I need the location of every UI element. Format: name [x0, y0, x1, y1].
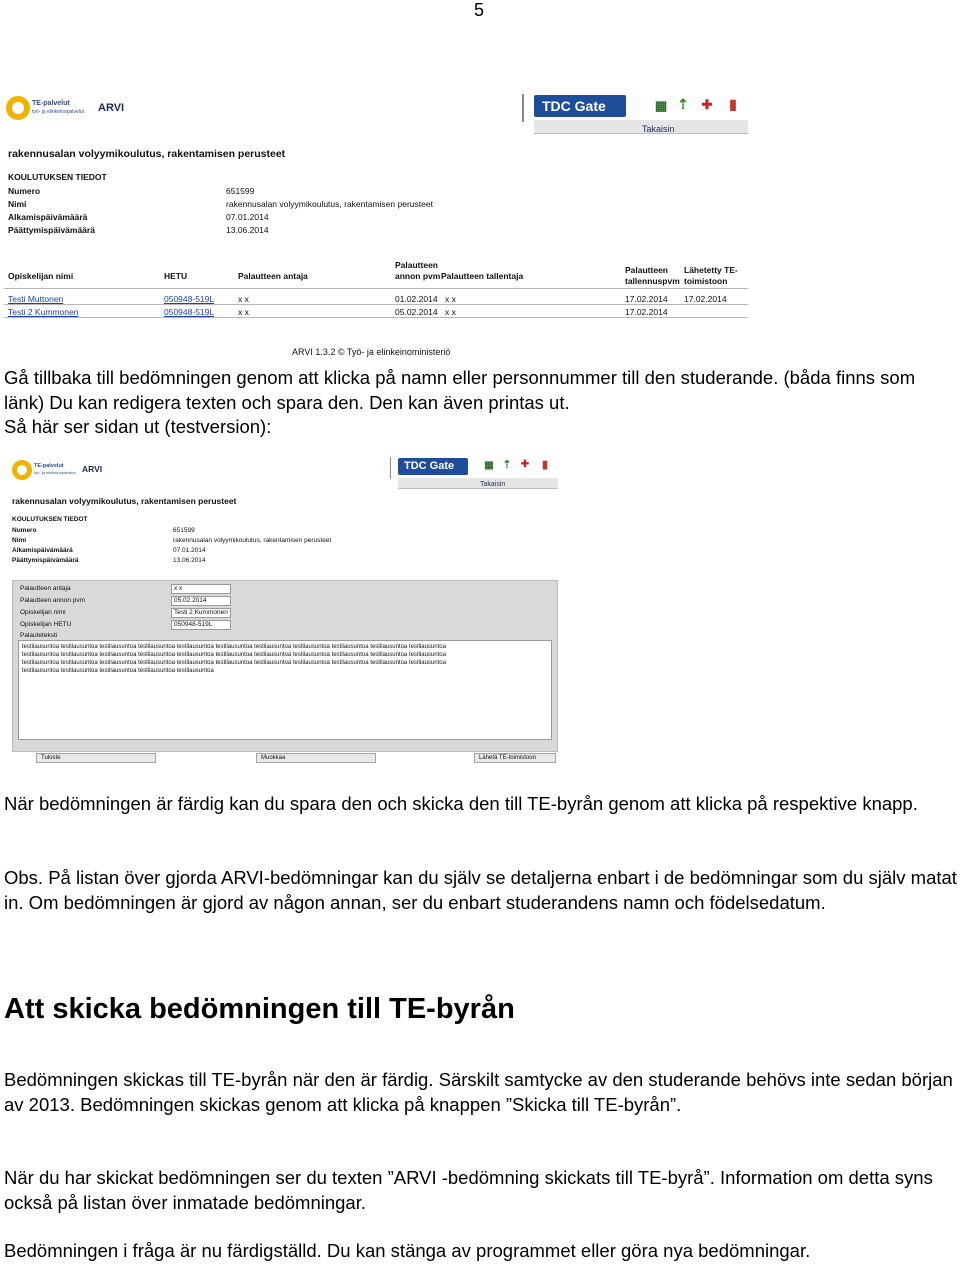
back-link[interactable]: Takaisin — [480, 481, 506, 488]
info-value: 07.01.2014 — [226, 212, 269, 222]
info-value: 651599 — [226, 186, 255, 196]
info-label: Nimi — [8, 199, 27, 209]
info-value: 13.06.2014 — [226, 225, 269, 235]
tdc-gate-label: TDC Gate — [404, 460, 455, 472]
col-header-hetu: HETU — [164, 271, 188, 281]
info-value: 651599 — [173, 527, 195, 534]
logo-subtitle: työ- ja elinkeinopalvelut — [32, 109, 84, 115]
col-header-date: Palautteen annon pvm — [395, 260, 441, 281]
version-footer: ARVI 1.3.2 © Työ- ja elinkeinoministeriö — [292, 347, 451, 357]
giver-cell: x x — [238, 307, 249, 317]
header-divider — [390, 457, 391, 479]
course-title: rakennusalan volyymikoulutus, rakentamisen perusteet — [8, 148, 286, 160]
info-label: Alkamispäivämäärä — [12, 547, 73, 554]
paragraph-finished: Bedömningen i fråga är nu färdigställd. Du kan stänga av programmet eller göra nya bedömningar. — [4, 1240, 811, 1261]
nav-bar — [534, 120, 748, 134]
giver-cell: x x — [238, 294, 249, 304]
paragraph-sending: Bedömningen skickas till TE-byrån när den är färdig. Särskilt samtycke av den studerande behövs inte sedan början av 2013. Bedömningen skickas genom att klicka på knappen ”Skicka till TE-byrån”. — [4, 1069, 953, 1115]
edit-button[interactable]: Muokkaa — [256, 753, 376, 763]
back-link[interactable]: Takaisin — [642, 124, 675, 134]
help-lifebuoy-icon[interactable]: ✚ — [520, 459, 530, 470]
app-title: ARVI — [82, 464, 103, 474]
add-icon[interactable]: ⇡ — [677, 96, 689, 112]
arvi-list-screenshot — [4, 90, 748, 362]
nav-bar — [398, 478, 558, 489]
tdc-gate-label: TDC Gate — [542, 98, 606, 114]
arvi-feedback-screenshot — [10, 454, 558, 764]
header-divider — [522, 94, 524, 122]
add-icon[interactable]: ⇡ — [502, 459, 512, 471]
course-title: rakennusalan volyymikoulutus, rakentamisen perusteet — [12, 496, 237, 506]
info-label: Alkamispäivämäärä — [8, 212, 88, 222]
feedback-text-line: testilausuntoa testilausuntoa testilausuntoa testilausuntoa testilausuntoa testilausuntoa testilausuntoa testilausuntoa testilausuntoa testilausuntoa testilausuntoa — [22, 660, 446, 666]
logo-subtitle: työ- ja elinkeinopalvelut — [34, 470, 76, 475]
hetu-link[interactable]: 050948-519L — [164, 307, 215, 317]
info-label: Numero — [8, 186, 41, 196]
date-cell: 01.02.2014 — [395, 294, 438, 304]
student-name-field[interactable]: Testi 2 Kummonen — [171, 608, 231, 618]
app-title: ARVI — [98, 102, 125, 114]
logo-name: TE-palvelut — [32, 100, 70, 107]
tdc-gate-logo — [534, 95, 626, 117]
info-label: Numero — [12, 527, 37, 534]
info-value: 07.01.2014 — [173, 547, 206, 554]
exit-icon[interactable]: ▮ — [729, 96, 737, 112]
feedback-textarea[interactable] — [18, 640, 552, 740]
info-value: rakennusalan volyymikoulutus, rakentamisen perusteet — [173, 537, 332, 544]
paragraph-save-send: När bedömningen är färdig kan du spara den och skicka den till TE-byrån genom att klicka på respektive knapp. — [4, 793, 918, 814]
info-header: KOULUTUKSEN TIEDOT — [8, 172, 107, 182]
te-palvelut-logo-icon — [12, 460, 32, 480]
col-header-student: Opiskelijan nimi — [8, 271, 74, 281]
info-label: Päättymispäivämäärä — [12, 557, 79, 564]
page-number: 5 — [474, 0, 485, 20]
print-button[interactable]: Tuloste — [36, 753, 156, 763]
paragraph-confirmation: När du har skickat bedömningen ser du texten ”ARVI -bedömning skickats till TE-byrå”. Information om detta syns också på listan över inmatade bedömningar. — [4, 1167, 933, 1213]
saver-cell: x x — [445, 294, 456, 304]
date-field[interactable]: 05.02.2014 — [171, 596, 231, 606]
info-value: 13.06.2014 — [173, 557, 206, 564]
form-label: Palautteen annon pvm — [20, 597, 86, 604]
info-label: Nimi — [12, 537, 27, 544]
paragraph-go-back: Gå tillbaka till bedömningen genom att klicka på namn eller personnummer till den studerande. (båda finns som länk) Du kan redigera texten och spara den. Den kan även printas ut. — [4, 367, 916, 413]
feedback-text-line: testilausuntoa testilausuntoa testilausuntoa testilausuntoa testilausuntoa testilausuntoa testilausuntoa testilausuntoa testilausuntoa testilausuntoa testilausuntoa — [22, 652, 446, 658]
section-heading: Att skicka bedömningen till TE-byrån — [4, 993, 515, 1025]
col-header-saver: Palautteen tallentaja — [441, 271, 524, 281]
student-hetu-field[interactable]: 050948-519L — [171, 620, 231, 630]
hetu-link[interactable]: 050948-519L — [164, 294, 215, 304]
giver-field[interactable]: x x — [171, 584, 231, 594]
info-value: rakennusalan volyymikoulutus, rakentamisen perusteet — [226, 199, 433, 209]
row-divider — [4, 317, 748, 318]
info-label: Päättymispäivämäärä — [8, 225, 95, 235]
paragraph-test-version: Så här ser sidan ut (testversion): — [4, 416, 272, 437]
col-header-saved: Palautteen tallennuspvm — [625, 265, 680, 286]
saved-cell: 17.02.2014 — [625, 307, 668, 317]
grid-icon[interactable]: ▦ — [654, 98, 668, 113]
te-palvelut-logo-icon — [6, 96, 30, 120]
col-header-giver: Palautteen antaja — [238, 271, 308, 281]
info-header: KOULUTUKSEN TIEDOT — [12, 516, 88, 523]
form-label: Opiskelijan HETU — [20, 621, 72, 628]
grid-icon[interactable]: ▦ — [484, 460, 494, 471]
saved-cell: 17.02.2014 — [625, 294, 668, 304]
logo-name: TE-palvelut — [34, 463, 64, 469]
feedback-text-line: testilausuntoa testilausuntoa testilausuntoa testilausuntoa testilausuntoa testilausuntoa testilausuntoa testilausuntoa testilausuntoa testilausuntoa testilausuntoa — [22, 644, 446, 650]
help-lifebuoy-icon[interactable]: ✚ — [701, 97, 713, 112]
sent-cell: 17.02.2014 — [684, 294, 727, 304]
feedback-text-line: testilausuntoa testilausuntoa testilausuntoa testilausuntoa testilausuntoa — [22, 668, 214, 674]
exit-icon[interactable]: ▮ — [541, 459, 549, 471]
row-divider — [4, 304, 748, 305]
table-header-divider — [4, 288, 748, 289]
col-header-sent: Lähetetty TE-toimistoon — [684, 265, 738, 286]
form-label: Opiskelijan nimi — [20, 609, 66, 616]
student-link[interactable]: Testi Muttonen — [8, 294, 64, 304]
student-link[interactable]: Testi 2 Kummonen — [8, 307, 79, 317]
form-label: Palauteteksti — [20, 632, 58, 639]
date-cell: 05.02.2014 — [395, 307, 438, 317]
saver-cell: x x — [445, 307, 456, 317]
form-label: Palautteen antaja — [20, 585, 71, 592]
tdc-gate-logo — [398, 458, 468, 475]
send-te-office-button[interactable]: Lähetä TE-toimistoon — [474, 753, 556, 763]
paragraph-note: Obs. På listan över gjorda ARVI-bedömningar kan du själv se detaljerna enbart i de bedömningar som du själv matat in. Om bedömningen är gjord av någon annan, ser du enbart studerandens namn och födelsedatum. — [4, 867, 957, 913]
